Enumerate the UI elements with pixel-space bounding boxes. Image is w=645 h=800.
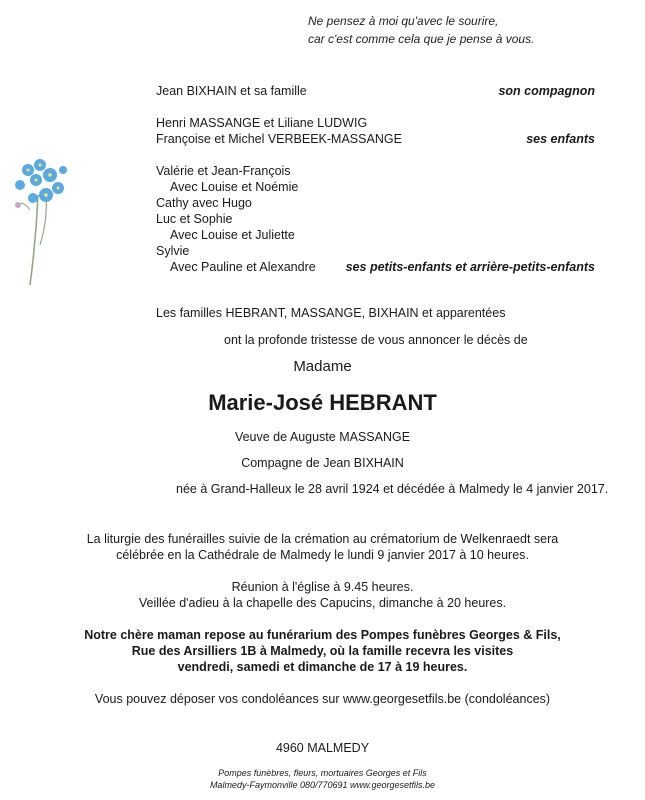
forget-me-not-flower-icon (8, 150, 78, 290)
visit-line-1: Notre chère maman repose au funérarium des Pompes funèbres Georges & Fils, (84, 628, 561, 642)
ceremony-line-1: La liturgie des funérailles suivie de la crémation au crématorium de Welkenraedt sera (86, 532, 559, 546)
widow-line: Veuve de Auguste MASSANGE (234, 430, 411, 444)
quote-line-2: car c'est comme cela que je pense à vous. (308, 32, 535, 46)
quote-line-1: Ne pensez à moi qu'avec le sourire, (308, 14, 499, 28)
meeting-line: Réunion à l'église à 9.45 heures. (231, 580, 414, 594)
family-line: Sylvie (156, 244, 190, 258)
family-line: Cathy avec Hugo (156, 196, 252, 210)
family-role: ses enfants (526, 132, 595, 146)
footer-line-2: Malmedy-Faymonville 080/770691 www.georgesetfils.be (209, 780, 436, 790)
deceased-name: Marie-José HEBRANT (208, 390, 437, 415)
footer-line-1: Pompes funèbres, fleurs, mortuaires Georges et Fils (218, 768, 427, 778)
vigil-line: Veillée d'adieu à la chapelle des Capucins, dimanche à 20 heures. (138, 596, 507, 610)
family-line: Avec Pauline et Alexandre (170, 260, 316, 274)
family-line: Luc et Sophie (156, 212, 233, 226)
dates-line: née à Grand-Halleux le 28 avril 1924 et décédée à Malmedy le 4 janvier 2017. (176, 482, 609, 496)
family-line: Jean BIXHAIN et sa famille (156, 84, 307, 98)
family-line: Valérie et Jean-François (156, 164, 291, 178)
family-line: Françoise et Michel VERBEEK-MASSANGE (156, 132, 402, 146)
family-line: Avec Louise et Noémie (170, 180, 299, 194)
family-role: ses petits-enfants et arrière-petits-enfants (345, 260, 595, 274)
sadness-line: ont la profonde tristesse de vous annoncer le décès de (224, 333, 528, 347)
family-role: son compagnon (498, 84, 595, 98)
ceremony-line-2: célébrée en la Cathédrale de Malmedy le lundi 9 janvier 2017 à 10 heures. (116, 548, 529, 562)
title-madame: Madame (293, 358, 352, 375)
family-line: Avec Louise et Juliette (170, 228, 295, 242)
address-line: 4960 MALMEDY (275, 741, 370, 755)
visit-line-2: Rue des Arsilliers 1B à Malmedy, où la famille recevra les visites (131, 644, 514, 658)
visit-line-3: vendredi, samedi et dimanche de 17 à 19 heures. (177, 660, 468, 674)
family-line: Henri MASSANGE et Liliane LUDWIG (156, 116, 368, 130)
condolences-line: Vous pouvez déposer vos condoléances sur www.georgesetfils.be (condoléances) (94, 692, 551, 706)
partner-line: Compagne de Jean BIXHAIN (241, 456, 404, 470)
families-line: Les familles HEBRANT, MASSANGE, BIXHAIN et apparentées (156, 306, 506, 320)
